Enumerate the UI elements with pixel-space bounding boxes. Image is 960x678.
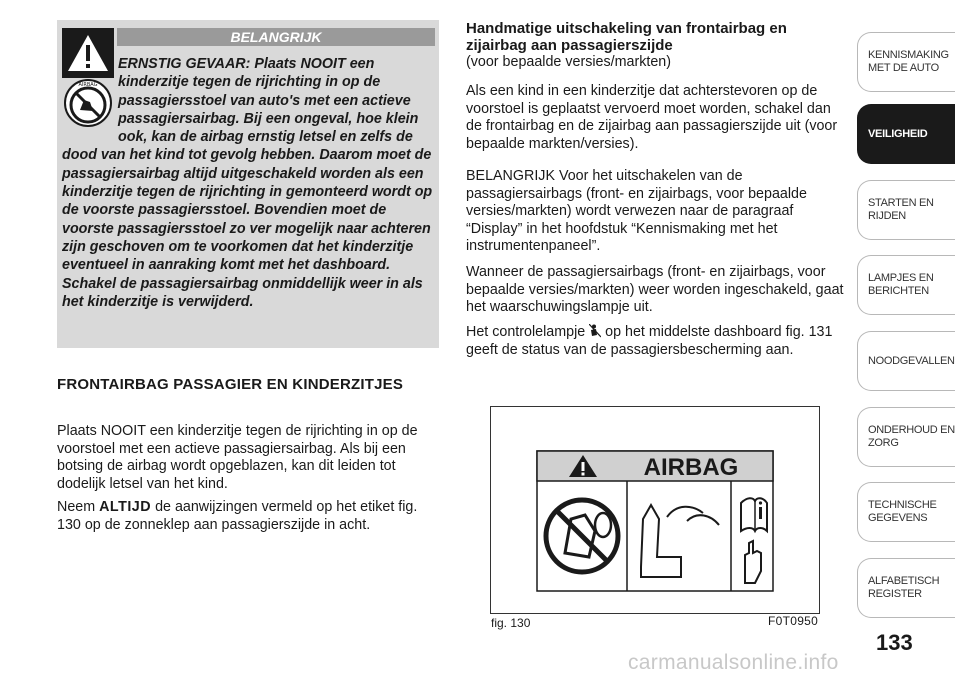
- warning-text: ERNSTIG GEVAAR: Plaats NOOIT een kinderzitje tegen de rijrichting in op de passagiersstoel van auto's met een actieve passagiersairbag. Bij een ongeval, hoe klein ook, kan de airbag ernstig letsel en zelfs de dood van het kind tot gevolg hebben. Daarom moet de passagiersairbag altijd uitgeschakeld worden als een kinderzitje tegen de rijrichting in gemonteerd wordt op de voorste passagiersstoel. Bovendien moet de voorste passagiersstoel zo ver mogelijk naar achteren zijn geschoven om te voorkomen dat het kinderzitje eventueel in aanraking komt met het dashboard. Schakel de passagiersairbag onmiddellijk weer in als het kinderzitje is verwijderd.: [62, 56, 433, 310]
- tab-starten-en-rijden[interactable]: STARTEN EN RIJDEN: [857, 180, 955, 240]
- right-paragraph-2: BELANGRIJK Voor het uitschakelen van de passagiersairbags (front- en zijairbags, voor bepaalde versies/markten) wordt verwezen naar de paragraaf “Display” in het hoofdstuk “Kennismaking met het instrumentenpaneel”.: [466, 168, 807, 254]
- figure-code: F0T0950: [768, 614, 819, 628]
- airbag-warning-label: [491, 407, 819, 613]
- watermark: carmanualsonline.info: [628, 651, 839, 674]
- left-paragraph-2: Neem ALTIJD de aanwijzingen vermeld op het etiket fig. 130 op de zonneklep aan passagierszijde in acht.: [57, 499, 418, 533]
- tab-technische-gegevens[interactable]: TECHNISCHE GEGEVENS: [857, 482, 955, 542]
- tab-kennismaking[interactable]: KENNISMAKING MET DE AUTO: [857, 32, 955, 92]
- section-title: FRONTAIRBAG PASSAGIER EN KINDERZITJES: [57, 376, 404, 393]
- right-heading-block: [466, 20, 844, 72]
- tab-veiligheid[interactable]: VEILIGHEID: [857, 104, 955, 164]
- right-paragraph-4: Het controlelampje op het middelste dashboard fig. 131 geeft de status van de passagiersbescherming aan.: [466, 324, 833, 358]
- tab-onderhoud-en-zorg[interactable]: ONDERHOUD EN ZORG: [857, 407, 955, 467]
- tab-lampjes-en-berichten[interactable]: LAMPJES EN BERICHTEN: [857, 255, 955, 315]
- airbag-label-text: AIRBAG: [643, 454, 739, 481]
- figure-caption: fig. 130: [491, 616, 531, 630]
- svg-text:AIRBAG: AIRBAG: [78, 82, 98, 88]
- right-subtitle: (voor bepaalde versies/markten): [466, 54, 672, 70]
- right-paragraph-1: Als een kind in een kinderzitje dat achterstevoren op de voorstoel is geplaatst vervoerd moet worden, schakel dan de frontairbag en de zijairbag aan passagierszijde uit (voor bepaalde markten/versies).: [466, 83, 838, 152]
- page-number: 133: [876, 630, 913, 655]
- right-heading: Handmatige uitschakeling van frontairbag en zijairbag aan passagierszijde: [466, 20, 787, 54]
- airbag-off-indicator-icon: [589, 324, 601, 338]
- tab-noodgevallen[interactable]: NOODGEVALLEN: [857, 331, 955, 391]
- tab-alfabetisch-register[interactable]: ALFABETISCH REGISTER: [857, 558, 955, 618]
- warning-header: BELANGRIJK: [117, 28, 435, 46]
- right-paragraph-3: Wanneer de passagiersairbags (front- en zijairbags, voor bepaalde versies/markten) weer worden ingeschakeld, gaat het waarschuwingslampje uit.: [466, 264, 844, 315]
- left-paragraph-1: Plaats NOOIT een kinderzitje tegen de rijrichting in op de voorstoel met een actieve passagiersairbag. Als bij een botsing de airbag wordt opgeblazen, kan dit leiden tot dodelijk letsel van het kind.: [57, 423, 418, 492]
- figure-frame: [490, 406, 820, 614]
